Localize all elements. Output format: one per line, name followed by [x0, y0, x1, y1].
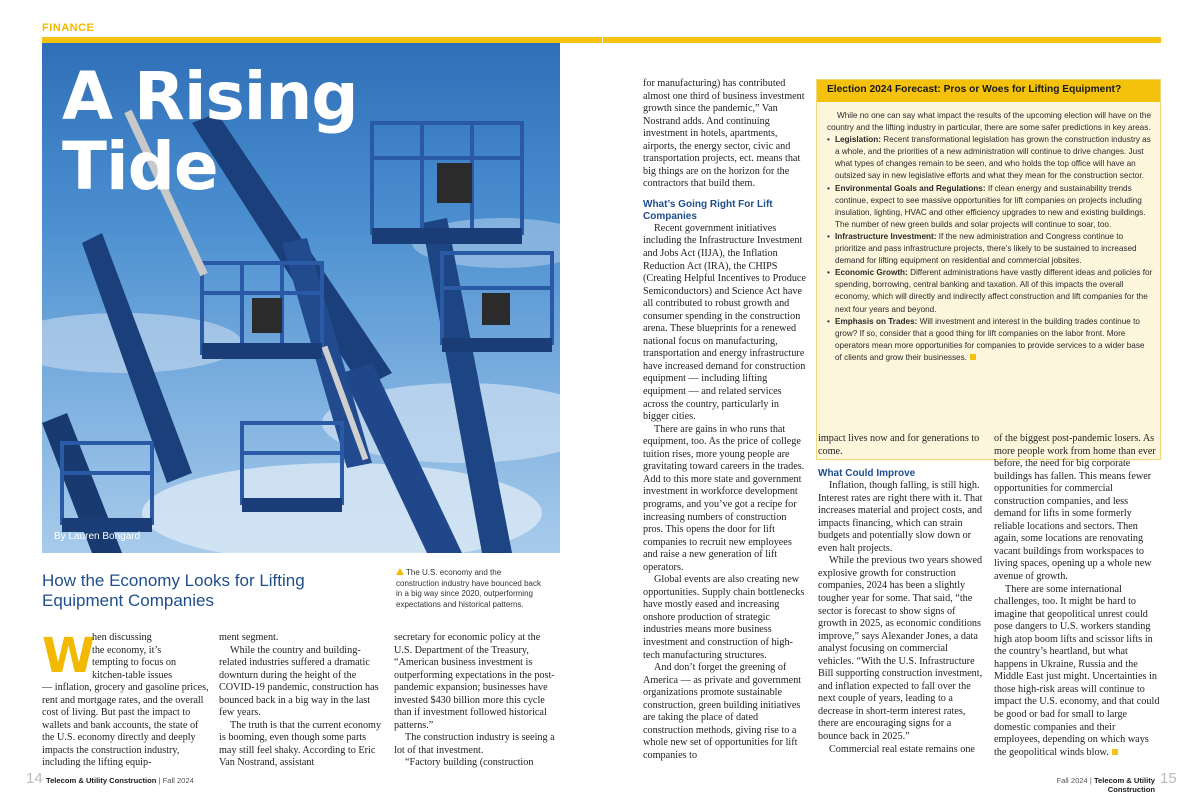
drop-cap: W — [42, 628, 95, 684]
sidebar-list-item — [827, 231, 1153, 267]
hero-title — [62, 58, 358, 205]
sidebar-list-item — [827, 183, 1153, 231]
paragraph: impact lives now and for generations to come. — [818, 433, 980, 457]
sidebar-item-label: Legislation: — [835, 135, 881, 145]
col1-intro-lines — [92, 632, 202, 682]
byline: By Lauren Bongard — [54, 531, 141, 542]
article-headline: How the Economy Looks for Lifting Equipment Companies — [42, 571, 305, 610]
end-mark-icon — [1112, 749, 1118, 755]
sidebar-body — [827, 110, 1153, 364]
col1-body: — inflation, grocery and gasoline prices, rent and mortgage rates, and the overall cost of living. But past the impact to wallets and bank accounts, the state of the U.S. economy directly and deeply impacts the construction industry, including the lifting equip- — [42, 682, 209, 769]
paragraph: There are gains in who runs that equipment, too. As the price of college tuition rises, more young people are gravitating toward careers in the trades. Add to this more state and government investment in workforce development programs, and you’ve got a recipe for increasing numbers of construction pros. This opens the door for lift companies to recruit new employees and raise a new generation of lift operators. — [643, 423, 805, 573]
footer-publication: Telecom & Utility Construction — [46, 776, 157, 785]
caption-triangle-icon — [396, 568, 404, 575]
col3-body — [394, 632, 560, 770]
footer-publication: Telecom & Utility Construction — [1093, 776, 1155, 794]
paragraph: Commercial real estate remains one — [829, 743, 975, 755]
footer-left: Telecom & Utility Construction | Fall 2024 — [46, 776, 194, 785]
footer-right: Fall 2024 | Telecom & Utility Construction — [1056, 776, 1155, 794]
sidebar-intro: While no one can say what impact the results of the upcoming election will have on the country and the lifting industry in particular, there are some safer predictions in key areas. — [827, 111, 1152, 133]
paragraph: for manufacturing) has contributed almost one third of business investment growth since the pandemic,” Van Nostrand adds. And continuing investment in hotels, apartments, airports, the energy sector, civic and transportation projects, ect. means that big things are on the horizon for the contractors that build them. — [643, 78, 805, 190]
paragraph — [994, 584, 1161, 760]
photo-caption-text: The U.S. economy and the construction industry have bounced back in a big way since 2020, outperforming expectations and historical patterns. — [396, 568, 541, 609]
col1-line: hen discussing — [92, 632, 152, 643]
col1-line: kitchen-table issues — [92, 669, 173, 681]
page-number-left: 14 — [26, 770, 43, 787]
paragraph-text: There are some international challenges, too. It might be hard to imagine that geopolitical unrest could pose dangers to U.S. workers standing high atop boom lifts and scissor lifts in the country’s heartland, but what happens in Ukraine, Russia and the Middle East just might. Uncertainties in those high-risk areas will continue to impact the U.S. economy, and that could be good or bad for small to large domestic companies and their employees, depending on which ways the geopolitical winds blow. — [994, 583, 1160, 758]
col4-body — [643, 78, 806, 762]
subhead-could-improve: What Could Improve — [818, 468, 916, 480]
paragraph: ment segment. — [219, 632, 279, 643]
paragraph: Global events are also creating new opportunities. Supply chain bottlenecks have mostly eased and increasing onshore production of strategic industries means more business investment and construction of high-tech manufacturing structures. — [643, 574, 805, 661]
paragraph: Recent government initiatives including the Infrastructure Investment and Jobs Act (IIJA), the Inflation Reduction Act (IRA), the CHIPS (Creating Helpful Incentives to Produce Semiconductors) and Science Act have all contributed to robust growth and consumer spending in the construction arena. These blueprints for a renewed national focus on manufacturing, transportation and energy infrastructure have increased demand for construction equipment — including lifting equipment — and related services across the country, particularly in bigger cities. — [643, 222, 806, 423]
election-sidebar — [816, 79, 1161, 460]
paragraph: “Factory building (construction — [405, 757, 534, 769]
paragraph: secretary for economic policy at the U.S. Department of the Treasury, “American business investment is outperforming expectations in the post-pandemic expansion; businesses have invested $430 billion more this cycle than if investment followed historical patterns.” — [394, 632, 555, 731]
paragraph: And don’t forget the greening of America — as private and government organizations promote sustainable construction, green building initiatives are taking the place of dated construction methods, giving rise to a whole new set of opportunities for lift companies to — [643, 662, 802, 761]
sidebar-item-label: Infrastructure Investment: — [835, 231, 937, 241]
page-number-right: 15 — [1160, 770, 1177, 787]
col5-body — [818, 433, 983, 756]
sidebar-list-item — [827, 134, 1153, 182]
footer-issue: Fall 2024 — [162, 776, 194, 785]
sidebar-list — [827, 134, 1153, 364]
hero-title-line-1: A Rising — [62, 58, 358, 135]
end-mark-icon — [970, 354, 976, 360]
sidebar-item-text: Recent transformational legislation has grown the construction industry as a whole, and the priorities of a new administration will continue to drive changes. Just what types of changes remain to be seen, and who holds the top office will have an outsized say in new legislative efforts and what they mean for the construction sector. — [835, 135, 1151, 181]
col2-body — [219, 632, 385, 770]
paragraph: While the previous two years showed explosive growth for construction companies, 2024 has been a slightly tougher year for some. That said, “the sector is forecast to show signs of growth in 2025, as economic conditions improve,” says Alexander Jones, a data analyst focusing on commercial vehicles. “With the U.S. Infrastructure Bill supporting construction investment, and inflation expected to fall over the next couple of years, leading to a decrease in short-term interest rates, there are encouraging signs for a bounce back in 2025.” — [818, 555, 983, 743]
subhead-going-right: What’s Going Right For Lift Companies — [643, 198, 773, 222]
footer-issue: Fall 2024 — [1056, 776, 1088, 785]
section-label: FINANCE — [42, 22, 95, 34]
paragraph: The truth is that the current economy is booming, even though some parts may still feel shaky. According to Eric Van Nostrand, assistant — [219, 719, 382, 769]
sidebar-list-item — [827, 267, 1153, 315]
sidebar-item-label: Environmental Goals and Regulations: — [835, 183, 986, 193]
top-rule-right — [603, 37, 1161, 43]
col1-line: tempting to focus on — [92, 657, 177, 669]
sidebar-title: Election 2024 Forecast: Pros or Woes for Lifting Equipment? — [817, 80, 1160, 102]
sidebar-item-label: Economic Growth: — [835, 268, 908, 278]
photo-caption — [396, 568, 546, 610]
col6-body — [994, 433, 1161, 759]
sidebar-item-label: Emphasis on Trades: — [835, 316, 918, 326]
sidebar-item-text: If the new administration and Congress continue to prioritize and pass infrastructure projects, there’s likely to be sustained to increased demand for lifting equipment on residential and commercial jobsites. — [835, 231, 1137, 266]
sidebar-item-text: Different administrations have vastly different ideas and policies for spending, borrowing, central banking and taxation. All of this impacts the overall economy, which will directly and indirectly affect construction and lift companies for the next four years and beyond. — [835, 268, 1153, 314]
paragraph: The construction industry is seeing a lot of that investment. — [394, 732, 555, 756]
paragraph: While the country and building-related industries suffered a dramatic downturn during the height of the COVID-19 pandemic, construction has bounced back in a big way in the last few years. — [219, 644, 379, 719]
paragraph: of the biggest post-pandemic losers. As more people work from home than ever before, the need for big corporate buildings has fallen. This means fewer opportunities for commercial construction companies, and less demand for lifts in some formerly reliable locations and sectors. Then again, some locations are renovating vacant buildings from workspaces to living spaces, opening up a whole new avenue of growth. — [994, 433, 1156, 583]
sidebar-item-text: If clean energy and sustainability trends continue, expect to see massive opportunities for lift companies on projects including insulation, lighting, HVAC and other efficiency upgrades to new and existing buildings. The number of new green builds and solar projects will continue to soar, too. — [835, 183, 1146, 229]
sidebar-item-text: Will investment and interest in the building trades continue to grow? If so, consider that a good thing for lift companies on the labor front. More operators mean more opportunities for companies to provide services to a wider base of clients and grow their businesses. — [835, 316, 1145, 362]
sidebar-list-item — [827, 316, 1153, 364]
hero-title-line-2: Tide — [62, 128, 218, 205]
paragraph: Inflation, though falling, is still high. Interest rates are right there with it. That increases material and project costs, and impacts financing, which can strain budgets and potentially slow down or even halt projects. — [818, 480, 983, 554]
col1-line: the economy, it’s — [92, 644, 162, 656]
